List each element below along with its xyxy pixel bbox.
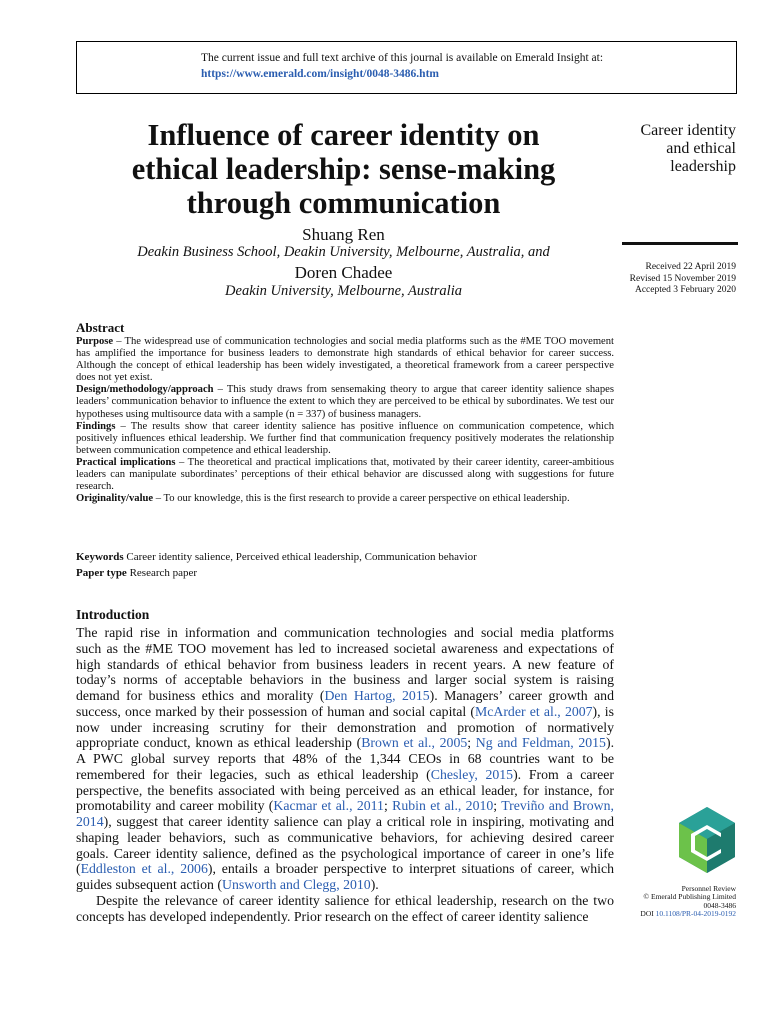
body-line <box>76 767 614 783</box>
body-line <box>76 751 614 767</box>
keywords-label: Keywords <box>76 551 124 563</box>
body-text: remembered for their legacies, such as ethical leadership ( <box>76 766 431 782</box>
body-line <box>76 735 614 751</box>
abstract-section <box>76 493 614 505</box>
body-text: goals. Career identity salience, defined as the psychological importance of career in one’s life <box>76 845 614 861</box>
journal-name: Personnel Review <box>681 884 736 893</box>
running-title-line: and ethical <box>666 140 736 157</box>
paper-type-text: Research paper <box>126 567 198 579</box>
abstract-heading: Abstract <box>76 320 125 335</box>
citation-link[interactable]: Brown et al., 2005 <box>361 735 468 751</box>
body-text: ). <box>605 735 615 751</box>
citation-link[interactable]: Den Hartog, 2015 <box>324 688 430 703</box>
author-affiliation: Deakin University, Melbourne, Australia <box>225 283 462 299</box>
title-line: through communication <box>186 186 501 220</box>
keywords-block <box>76 549 614 581</box>
citation-link[interactable]: McArder et al., 2007 <box>474 703 593 719</box>
body-text: ( <box>76 861 81 877</box>
body-text: such as the #ME TOO movement has led to increased societal awareness and expectations of <box>76 640 614 656</box>
abstract-section-text: – The widespread use of communication technologies and social media platforms such as the #ME TOO movement has amplified the importance for business leaders to demonstrate high standards of ethical behavior for career success. Although the concept of ethical leadership has been widely investigated, a theoretical framework from a career perspective does not yet exist. <box>76 336 614 384</box>
citation-link[interactable]: Chesley, 2015 <box>430 766 514 782</box>
revised-date: Revised 15 November 2019 <box>629 273 736 284</box>
body-line <box>76 909 614 925</box>
abstract-section <box>76 457 614 493</box>
abstract-section-label: Findings <box>76 420 116 432</box>
abstract-section <box>76 384 614 420</box>
banner-text: The current issue and full text archive of this journal is available on Emerald Insight at: <box>201 52 604 64</box>
body-text: ; <box>493 798 502 814</box>
body-text: high standards of ethical behavior from business leaders in recent years. A new feature of <box>76 656 614 672</box>
introduction-body <box>76 625 614 924</box>
abstract-body <box>76 336 614 505</box>
body-line <box>76 798 614 814</box>
body-line <box>76 830 614 846</box>
title-line: Influence of career identity on <box>147 118 540 152</box>
citation-link[interactable]: Unsworth and Clegg, 2010 <box>222 877 371 892</box>
abstract-section-text: – To our knowledge, this is the first research to provide a career perspective on ethical leadership. <box>153 493 570 505</box>
received-date: Received 22 April 2019 <box>645 262 736 272</box>
running-title-line: Career identity <box>640 122 736 139</box>
body-text: demand for business ethics and morality ( <box>76 688 325 703</box>
author-name: Shuang Ren <box>302 225 385 244</box>
body-text: concepts has developed independently. Prior research on the effect of career identity salience <box>76 908 589 924</box>
citation-link[interactable]: Ng and Feldman, 2015 <box>475 735 606 751</box>
journal-link[interactable]: https://www.emerald.com/insight/0048-3486.htm <box>201 68 439 80</box>
article-title <box>76 118 611 220</box>
body-text: ), suggest that career identity salience can play a critical role in inspiring, motivating and <box>103 814 614 829</box>
body-text: ), is <box>592 703 614 719</box>
body-text: promotability and career mobility ( <box>76 798 274 814</box>
body-line <box>76 893 614 909</box>
publisher-copyright: © Emerald Publishing Limited <box>643 892 736 902</box>
abstract-section-text: – The results show that career identity salience has positive influence on communication competence, which positively influences ethical leadership. We further find that communication frequency positively moderates the relationship between communication competence and ethical leadership. <box>76 420 614 456</box>
body-text: ). Managers’ career growth and <box>429 688 614 703</box>
body-line <box>76 672 614 688</box>
abstract-section <box>76 336 614 384</box>
abstract-section-text: – The theoretical and practical implications that, motivated by their career identity, career-ambitious leaders can manipulate subordinates’ perceptions of their ethical behavior are discussed along with suggestions for future research. <box>76 456 615 493</box>
accepted-date: Accepted 3 February 2020 <box>634 285 736 296</box>
author-name: Doren Chadee <box>294 263 393 282</box>
keywords-text: Career identity salience, Perceived ethical leadership, Communication behavior <box>123 551 477 563</box>
access-banner <box>76 41 737 94</box>
doi-line <box>640 910 736 918</box>
body-text: ). From a career <box>513 766 614 782</box>
citation-link[interactable]: Rubin et al., 2010 <box>392 798 494 814</box>
body-text: today’s norms of acceptable behaviors in the business and larger social system is raising <box>76 672 614 688</box>
abstract-section-label: Practical implications <box>76 456 176 468</box>
body-line <box>76 688 614 704</box>
body-text: ), entails a broader perspective to interpret situations of career, which <box>207 861 614 877</box>
body-text: perspective, the benefits associated with being perceived as an ethical leader, for instance, for <box>76 782 614 798</box>
body-line <box>76 783 614 799</box>
doi-link[interactable]: 10.1108/PR-04-2019-0192 <box>655 909 736 919</box>
keywords <box>76 549 614 565</box>
author-affiliation: Deakin Business School, Deakin University, Melbourne, Australia, and <box>137 244 550 260</box>
article-dates <box>630 262 736 297</box>
body-text: ). <box>370 877 379 892</box>
abstract-section <box>76 421 614 457</box>
publisher-logo-icon <box>677 805 737 875</box>
body-line <box>76 704 614 720</box>
body-line <box>76 877 614 893</box>
doi-label: DOI <box>640 909 656 919</box>
body-text: The rapid rise in information and communication technologies and social media platforms <box>76 625 614 640</box>
body-line <box>76 814 614 830</box>
running-title <box>640 122 736 176</box>
body-text: Despite the relevance of career identity salience for ethical leadership, research on the two <box>96 892 614 908</box>
body-line <box>76 861 614 877</box>
citation-link[interactable]: Kacmar et al., 2011 <box>273 798 384 814</box>
body-text: ; <box>467 735 476 751</box>
paper-type <box>76 565 614 581</box>
citation-link[interactable]: Eddleston et al., 2006 <box>80 861 208 877</box>
body-text: success, once marked by their possession of human and social capital ( <box>76 703 475 719</box>
body-text: ; <box>383 798 393 814</box>
body-text: now under increasing scrutiny for their demonstration and promotion of normatively <box>76 719 614 735</box>
journal-issn: 0048-3486 <box>703 900 736 910</box>
body-line <box>76 641 614 657</box>
body-line <box>76 720 614 736</box>
citation-link[interactable]: Treviño and Brown, <box>501 798 614 814</box>
body-text: A PWC global survey reports that 48% of the 1,344 CEOs in 68 countries want to be <box>76 751 614 766</box>
body-text: guides subsequent action ( <box>76 877 222 892</box>
body-text: appropriate conduct, known as ethical leadership ( <box>76 735 362 751</box>
paper-type-label: Paper type <box>76 567 127 579</box>
journal-info <box>640 885 736 919</box>
abstract-section-label: Originality/value <box>76 493 154 505</box>
title-line: ethical leadership: sense-making <box>131 152 556 186</box>
abstract-section-text: – This study draws from sensemaking theory to argue that career identity salience shapes leaders’ communication behavior to influence the extent to which they are perceived to be ethical by subordinates. We test our hypotheses using multisource data with a sample (n = 337) of business managers. <box>76 384 614 420</box>
body-line <box>76 625 614 641</box>
citation-link[interactable]: 2014 <box>76 814 104 829</box>
body-line <box>76 657 614 673</box>
section-heading-introduction: Introduction <box>76 607 150 622</box>
body-line <box>76 846 614 862</box>
abstract-section-label: Purpose <box>76 336 114 347</box>
body-text: shaping leader behaviors, such as communicative behaviors, for achieving desired career <box>76 829 614 845</box>
margin-rule <box>622 242 738 245</box>
running-title-line: leadership <box>670 158 736 175</box>
abstract-section-label: Design/methodology/approach <box>76 384 214 396</box>
